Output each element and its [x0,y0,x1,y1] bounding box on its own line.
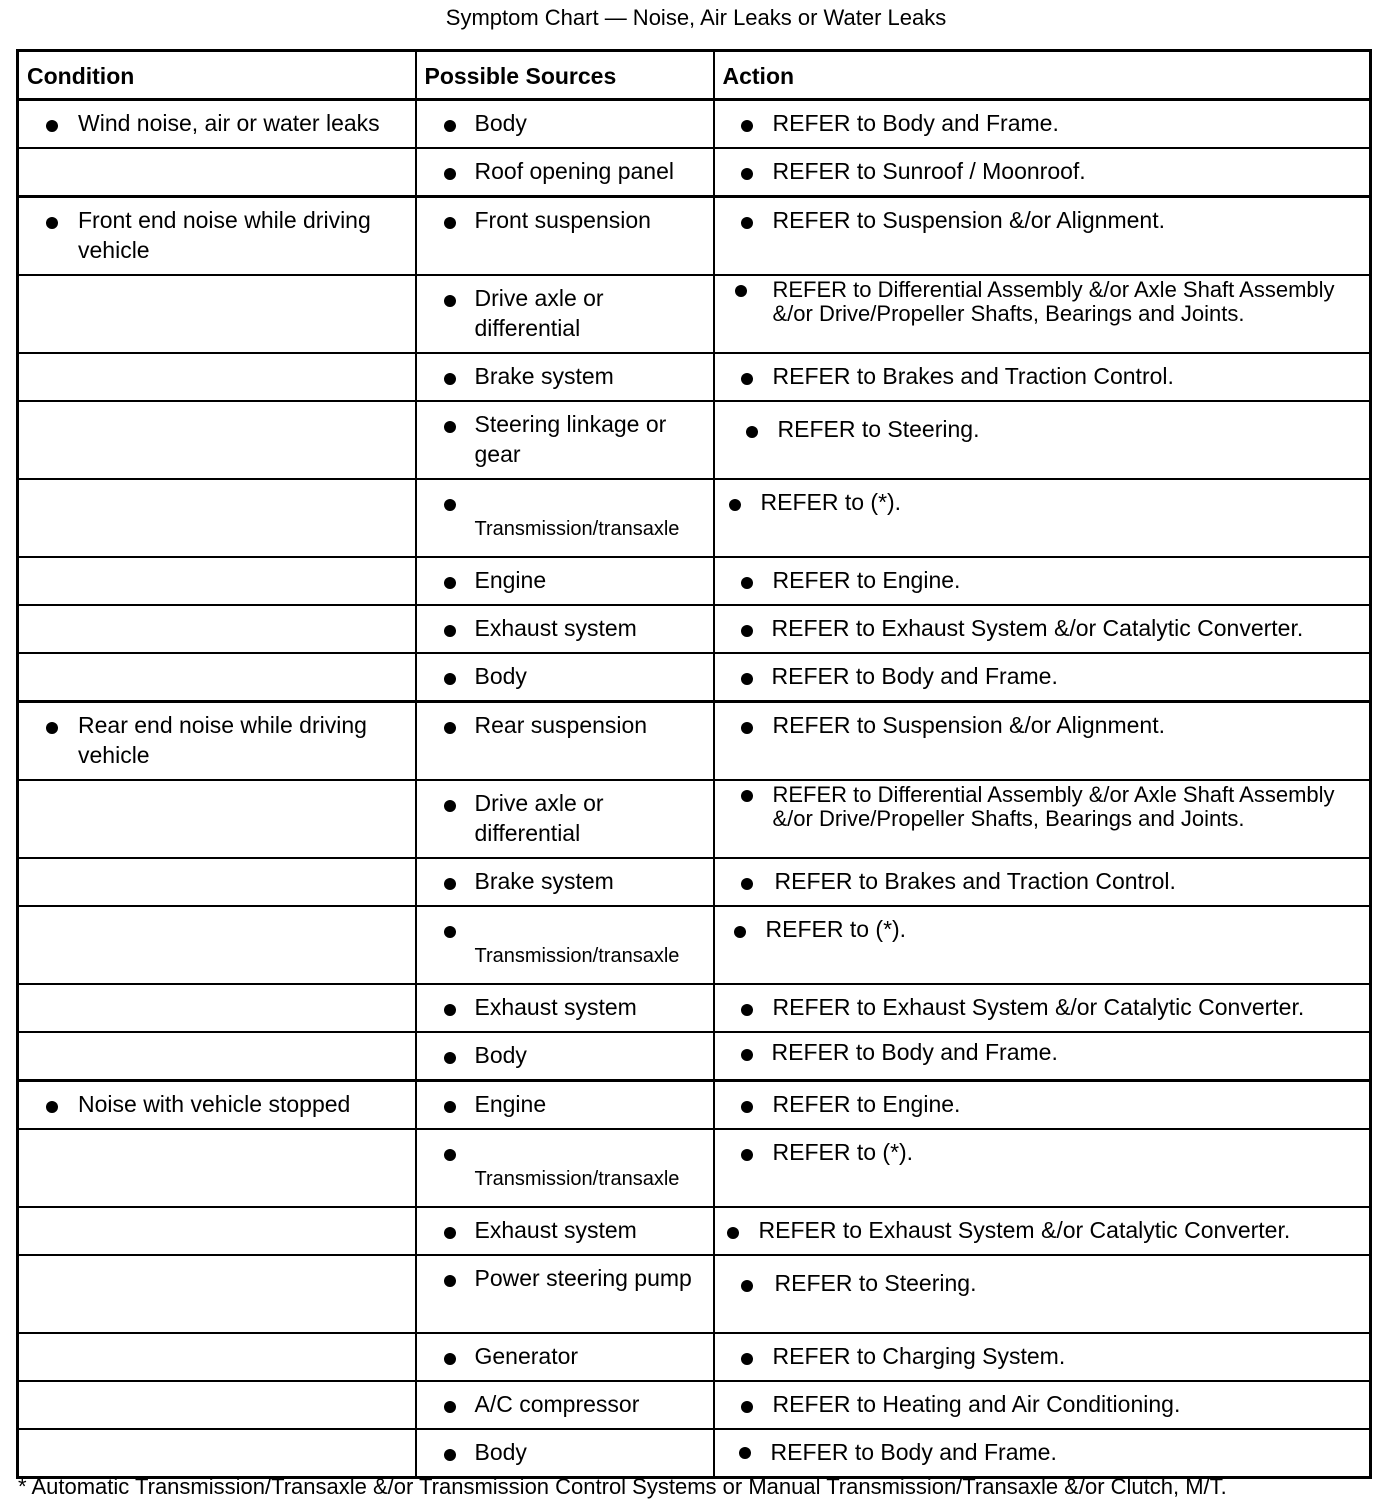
condition-cell [18,605,416,653]
source-cell [416,1129,714,1207]
bullet-icon [444,926,456,938]
chart-title: Symptom Chart — Noise, Air Leaks or Water Leaks [445,5,947,30]
action-cell [714,557,1371,605]
condition-cell [18,653,416,702]
condition-cell [18,100,416,149]
action-text: REFER to Body and Frame. [771,663,1058,689]
footnote: * Automatic Transmission/Transaxle &/or Transmission Control Systems or Manual Transmission/Transaxle &/or Clutch, M/T. [18,1474,1227,1499]
bullet-icon [746,426,758,438]
bullet-icon [444,1353,456,1365]
source-cell [416,1255,714,1333]
source-cell [416,1333,714,1381]
action-cell [714,780,1371,858]
bullet-icon [741,1004,753,1016]
condition-cell [18,557,416,605]
action-text: REFER to Body and Frame. [770,1439,1057,1465]
action-text: REFER to Body and Frame. [771,1039,1058,1065]
source-cell [416,906,714,984]
bullet-icon [444,800,456,812]
bullet-icon [741,878,753,890]
condition-text: Rear end noise while driving vehicle [78,712,367,768]
action-text: REFER to Exhaust System &/or Catalytic Converter. [758,1217,1291,1243]
source-text: Body [474,663,527,689]
table-row [18,702,1371,781]
bullet-icon [741,373,753,385]
action-cell [714,1032,1371,1081]
action-text: REFER to Brakes and Traction Control. [774,868,1176,894]
bullet-icon [734,926,746,938]
condition-cell [18,1032,416,1081]
table-header-row [18,51,1371,100]
condition-cell [18,984,416,1032]
action-text: REFER to Exhaust System &/or Catalytic Converter. [771,615,1304,641]
table-row [18,1032,1371,1081]
bullet-icon [444,577,456,589]
action-text: REFER to Body and Frame. [772,110,1059,136]
source-cell [416,1081,714,1130]
source-cell [416,100,714,149]
action-text: REFER to (*). [765,916,907,942]
table-row [18,984,1371,1032]
source-text: Transmission/transaxle [474,1168,680,1190]
table-row [18,557,1371,605]
action-cell [714,479,1371,557]
condition-cell [18,1429,416,1478]
table-row [18,1207,1371,1255]
table-row [18,479,1371,557]
source-text: Roof opening panel [474,158,674,184]
table-row [18,401,1371,479]
source-cell [416,401,714,479]
action-text: REFER to Steering. [774,1270,977,1296]
bullet-icon [444,1401,456,1413]
bullet-icon [444,1449,456,1461]
action-cell [714,197,1371,276]
table-row [18,906,1371,984]
source-cell [416,1207,714,1255]
condition-text: Noise with vehicle stopped [78,1091,351,1117]
bullet-icon [444,1227,456,1239]
table-row [18,1129,1371,1207]
condition-text: Front end noise while driving vehicle [78,207,371,263]
bullet-icon [739,1447,751,1459]
action-cell [714,100,1371,149]
source-text: Generator [474,1343,579,1369]
action-cell [714,1129,1371,1207]
condition-cell [18,353,416,401]
table-row [18,653,1371,702]
source-cell [416,479,714,557]
bullet-icon [729,499,741,511]
bullet-icon [444,878,456,890]
bullet-icon [444,1275,456,1287]
bullet-icon [444,1101,456,1113]
source-text: Power steering pump [474,1265,692,1291]
action-cell [714,1081,1371,1130]
action-cell [714,605,1371,653]
bullet-icon [741,120,753,132]
table-row [18,100,1371,149]
source-text: Body [474,1042,527,1068]
action-cell [714,275,1371,353]
bullet-icon [46,120,58,132]
action-text: REFER to Engine. [772,1091,961,1117]
action-text: REFER to (*). [772,1139,914,1165]
source-text: Rear suspension [474,712,648,738]
header-condition: Condition [18,51,416,100]
table-row [18,858,1371,906]
action-text: REFER to Heating and Air Conditioning. [772,1391,1181,1417]
condition-cell [18,906,416,984]
header-action: Action [714,51,1371,100]
table-row [18,148,1371,197]
action-cell [714,401,1371,479]
symptom-chart-table [16,49,1372,1479]
source-cell [416,780,714,858]
action-cell [714,1429,1371,1478]
source-cell [416,1381,714,1429]
source-text: Body [474,110,527,136]
table-row [18,1255,1371,1333]
action-cell [714,1207,1371,1255]
source-text: Transmission/transaxle [474,518,680,540]
bullet-icon [444,1052,456,1064]
source-cell [416,984,714,1032]
source-text: Drive axle or differential [474,790,604,846]
bullet-icon [735,285,747,297]
condition-cell [18,479,416,557]
source-cell [416,197,714,276]
bullet-icon [444,673,456,685]
bullet-icon [444,168,456,180]
source-cell [416,1032,714,1081]
table-row [18,1081,1371,1130]
source-text: Front suspension [474,207,651,233]
table-row [18,1381,1371,1429]
table-row [18,780,1371,858]
condition-cell [18,197,416,276]
table-row [18,1333,1371,1381]
action-text: REFER to Sunroof / Moonroof. [772,158,1086,184]
action-cell [714,653,1371,702]
header-possible-sources: Possible Sources [416,51,714,100]
bullet-icon [741,1101,753,1113]
source-cell [416,148,714,197]
condition-cell [18,1081,416,1130]
source-cell [416,653,714,702]
bullet-icon [444,1149,456,1161]
source-text: Transmission/transaxle [474,945,680,967]
bullet-icon [46,722,58,734]
source-cell [416,1429,714,1478]
action-cell [714,353,1371,401]
bullet-icon [444,722,456,734]
source-text: Brake system [474,868,614,894]
bullet-icon [741,168,753,180]
bullet-icon [444,421,456,433]
table-row [18,353,1371,401]
condition-text: Wind noise, air or water leaks [78,110,380,136]
bullet-icon [741,1149,753,1161]
source-text: Steering linkage or gear [474,411,667,467]
bullet-icon [727,1227,739,1239]
condition-cell [18,1255,416,1333]
source-text: Exhaust system [474,994,637,1020]
action-cell [714,906,1371,984]
condition-cell [18,858,416,906]
table-row [18,197,1371,276]
source-text: Brake system [474,363,614,389]
condition-cell [18,1129,416,1207]
bullet-icon [444,625,456,637]
source-cell [416,275,714,353]
condition-cell [18,702,416,781]
action-text: REFER to Suspension &/or Alignment. [772,712,1165,738]
action-cell [714,858,1371,906]
action-cell [714,1333,1371,1381]
condition-cell [18,1333,416,1381]
action-text: REFER to Steering. [777,416,980,442]
action-cell [714,1255,1371,1333]
condition-cell [18,780,416,858]
bullet-icon [741,625,753,637]
table-row [18,1429,1371,1478]
source-text: Drive axle or differential [474,285,604,341]
bullet-icon [444,373,456,385]
source-text: Engine [474,567,547,593]
bullet-icon [444,295,456,307]
action-text: REFER to (*). [760,489,902,515]
bullet-icon [741,1280,753,1292]
bullet-icon [741,577,753,589]
action-text: REFER to Exhaust System &/or Catalytic Converter. [772,994,1305,1020]
source-text: Exhaust system [474,1217,637,1243]
bullet-icon [46,1101,58,1113]
condition-cell [18,401,416,479]
action-text: REFER to Engine. [772,567,961,593]
bullet-icon [444,120,456,132]
action-cell [714,984,1371,1032]
condition-cell [18,148,416,197]
source-cell [416,557,714,605]
source-text: Body [474,1439,527,1465]
source-cell [416,605,714,653]
bullet-icon [741,790,753,802]
bullet-icon [741,673,753,685]
bullet-icon [444,217,456,229]
table-row [18,275,1371,353]
action-text: REFER to Charging System. [772,1343,1066,1369]
source-text: A/C compressor [474,1391,640,1417]
condition-cell [18,1381,416,1429]
bullet-icon [741,1353,753,1365]
source-cell [416,858,714,906]
action-cell [714,1381,1371,1429]
bullet-icon [741,1049,753,1061]
action-text: REFER to Brakes and Traction Control. [772,363,1174,389]
bullet-icon [46,217,58,229]
action-cell [714,148,1371,197]
bullet-icon [444,499,456,511]
action-text: REFER to Suspension &/or Alignment. [772,207,1165,233]
bullet-icon [444,1004,456,1016]
condition-cell [18,275,416,353]
source-text: Exhaust system [474,615,637,641]
bullet-icon [741,722,753,734]
bullet-icon [741,217,753,229]
action-text: REFER to Differential Assembly &/or Axle Shaft Assembly &/or Drive/Propeller Shafts, Bearings and Joints. [772,277,1335,326]
condition-cell [18,1207,416,1255]
source-text: Engine [474,1091,547,1117]
bullet-icon [741,1401,753,1413]
action-text: REFER to Differential Assembly &/or Axle Shaft Assembly &/or Drive/Propeller Shafts, Bearings and Joints. [772,782,1335,831]
action-cell [714,702,1371,781]
source-cell [416,353,714,401]
source-cell [416,702,714,781]
table-row [18,605,1371,653]
